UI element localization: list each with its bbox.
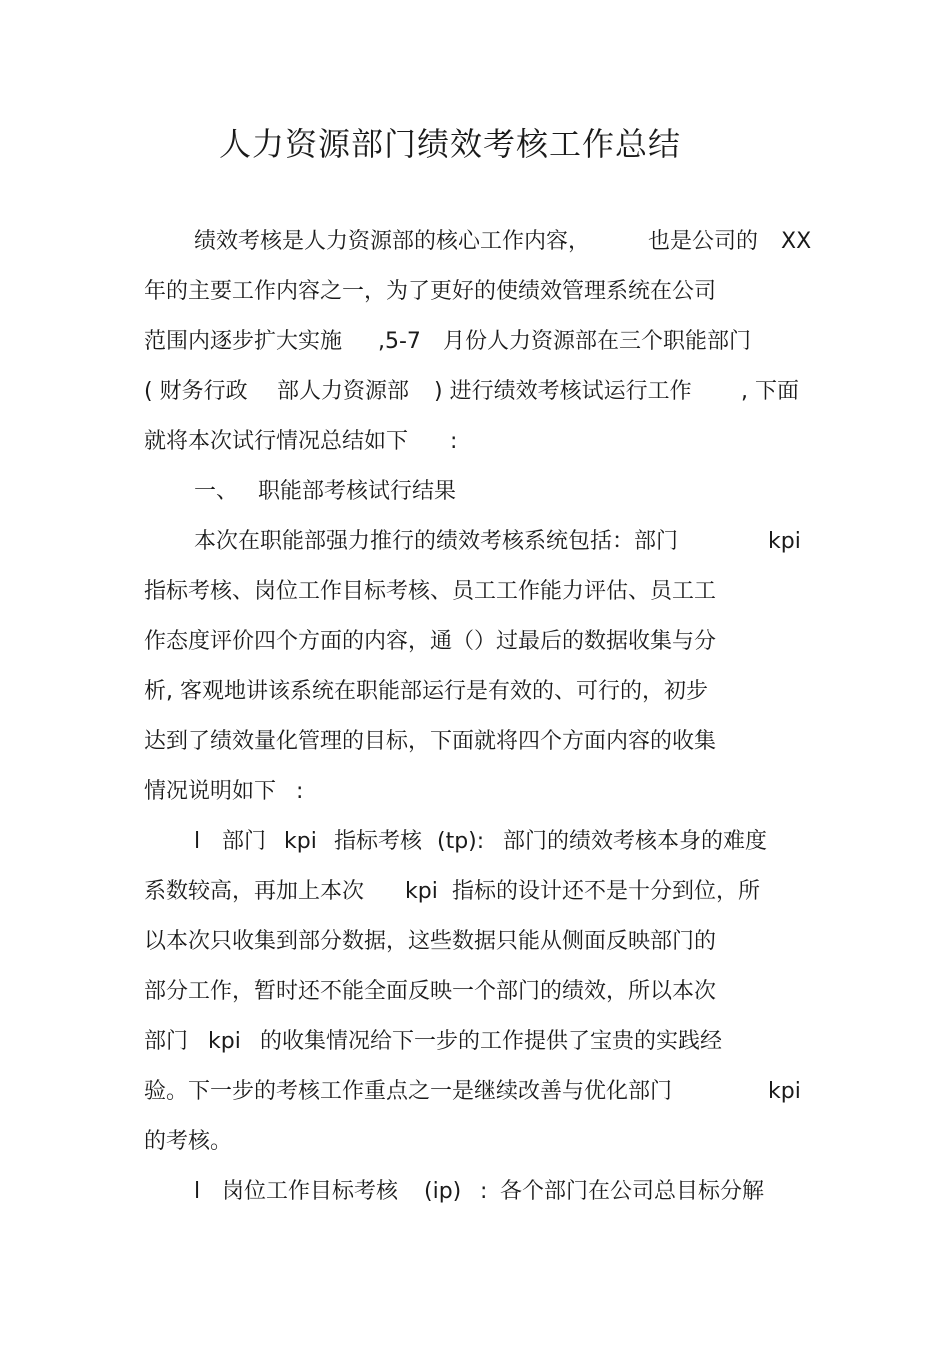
document-title: 人力资源部门绩效考核工作总结 [218, 125, 681, 163]
text-segment: 也是公司的 [648, 229, 759, 254]
text-segment: ) 进行绩效考核试运行工作 [434, 379, 692, 404]
text-segment: 各个部门在公司总目标分解 [500, 1179, 765, 1204]
text-segment: : [450, 429, 458, 454]
text-segment: kpi [208, 1029, 241, 1054]
text-segment: l [194, 829, 201, 854]
text-segment: 的收集情况给下一步的工作提供了宝贵的实践经 [260, 1029, 723, 1054]
text-segment: 职能部考核试行结果 [258, 479, 457, 504]
text-segment: 一、 [194, 479, 239, 504]
text-segment: 年的主要工作内容之一，为了更好的使绩效管理系统在公司 [144, 279, 717, 304]
text-segment: l [194, 1179, 201, 1204]
text-segment: 部门的绩效考核本身的难度 [503, 829, 768, 854]
text-segment: 部分工作，暂时还不能全面反映一个部门的绩效，所以本次 [144, 979, 717, 1004]
text-segment: 系数较高，再加上本次 [144, 879, 365, 904]
text-segment: 本次在职能部强力推行的绩效考核系统包括：部门 [194, 529, 679, 554]
text-segment: kpi [405, 879, 438, 904]
text-segment: 指标考核、岗位工作目标考核、员工工作能力评估、员工工 [144, 579, 717, 604]
text-segment: 指标的设计还不是十分到位，所 [452, 879, 761, 904]
text-segment: XX [781, 229, 812, 254]
text-segment: 以本次只收集到部分数据，这些数据只能从侧面反映部门的 [144, 929, 717, 954]
text-segment: ,5-7 [378, 329, 421, 354]
text-segment: 绩效考核是人力资源部的核心工作内容， [194, 229, 591, 254]
text-segment: 部人力资源部 [277, 379, 410, 404]
text-segment: 作态度评价四个方面的内容，通（）过最后的数据收集与分 [144, 629, 717, 654]
text-segment: 达到了绩效量化管理的目标，下面就将四个方面内容的收集 [144, 729, 717, 754]
text-segment: kpi [768, 1079, 801, 1104]
text-segment: 部门 [222, 829, 267, 854]
text-segment: 指标考核 [334, 829, 423, 854]
text-segment: 析, 客观地讲该系统在职能部运行是有效的、可行的，初步 [144, 679, 708, 704]
text-segment: , 下面 [741, 379, 799, 404]
text-segment: ( 财务行政 [144, 379, 248, 404]
text-segment: : [480, 1179, 488, 1204]
text-segment: 情况说明如下 [144, 779, 277, 804]
text-segment: kpi [768, 529, 801, 554]
text-segment: 月份人力资源部在三个职能部门 [443, 329, 752, 354]
text-segment: 就将本次试行情况总结如下 [144, 429, 409, 454]
text-segment: 验。下一步的考核工作重点之一是继续改善与优化部门 [144, 1079, 673, 1104]
text-segment: kpi [284, 829, 317, 854]
text-segment: (ip) [424, 1179, 462, 1204]
text-segment: (tp): [437, 829, 485, 854]
text-segment: 部门 [144, 1029, 189, 1054]
text-segment: 范围内逐步扩大实施 [144, 329, 343, 354]
text-segment: 的考核。 [144, 1129, 233, 1154]
text-segment: 岗位工作目标考核 [222, 1179, 399, 1204]
text-segment: : [296, 779, 304, 804]
